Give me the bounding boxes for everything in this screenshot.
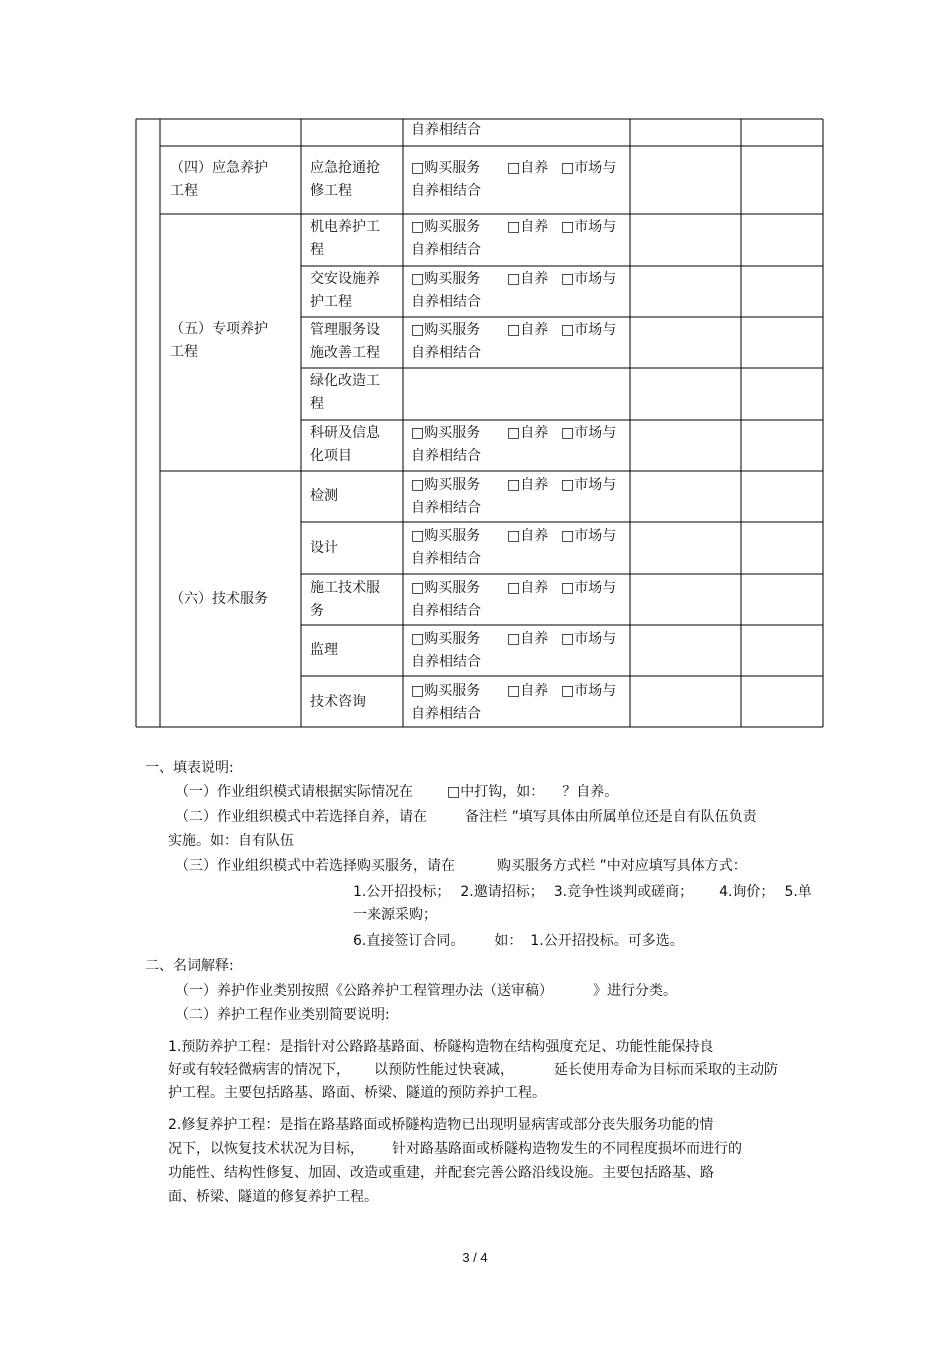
item-name-line: 护工程	[310, 294, 352, 310]
category-special-maintenance	[170, 318, 268, 364]
item-name-line: 施工技术服	[310, 580, 380, 596]
paragraph-repair-line-2	[168, 1137, 742, 1161]
checkbox-market-combined[interactable]: □市场与	[561, 322, 617, 338]
category-label-line: （五）专项养护	[170, 321, 268, 337]
checkbox-self-maintain[interactable]: □自养	[507, 425, 549, 441]
glossary-item-2: （二）养护工程作业类别简要说明:	[175, 1007, 390, 1023]
section-glossary-title: 二、名词解释:	[145, 958, 234, 974]
item-name-line: 技术咨询	[310, 694, 366, 710]
checkbox-market-combined[interactable]: □市场与	[561, 271, 617, 287]
paragraph-text: 延长使用寿命为目标而采取的主动防	[554, 1062, 778, 1078]
mode-options-row	[411, 577, 626, 623]
item-service-facility	[310, 319, 380, 365]
item-name-line: 程	[310, 242, 324, 258]
mode-option-continuation: 自养相结合	[411, 551, 481, 567]
mode-options-row	[411, 216, 626, 262]
checkbox-self-maintain[interactable]: □自养	[507, 322, 549, 338]
instruction-text: □中打钩，如：	[447, 784, 545, 800]
item-supervision	[310, 639, 338, 662]
item-name-line: 化项目	[310, 448, 352, 464]
checkbox-self-maintain[interactable]: □自养	[507, 477, 549, 493]
checkbox-purchase-service[interactable]: □购买服务	[411, 271, 481, 287]
mode-options-row	[411, 680, 626, 726]
item-research-it	[310, 422, 380, 468]
checkbox-purchase-service[interactable]: □购买服务	[411, 528, 481, 544]
table-cell-mode-continued: 自养相结合	[411, 122, 481, 138]
checkbox-self-maintain[interactable]: □自养	[507, 631, 549, 647]
item-name-line: 检测	[310, 488, 338, 504]
item-name-line: 科研及信息	[310, 425, 380, 441]
page-number: 3 / 4	[462, 1250, 488, 1265]
category-label-line: （六）技术服务	[170, 591, 268, 607]
item-name-line: 务	[310, 603, 324, 619]
checkbox-self-maintain[interactable]: □自养	[507, 683, 549, 699]
checkbox-market-combined[interactable]: □市场与	[561, 683, 617, 699]
method-item: 1.公开招投标。可多选。	[530, 933, 684, 949]
instruction-text: 备注栏 ”填写具体由所属单位还是自有队伍负责	[465, 809, 757, 825]
method-item: 5.单	[784, 884, 812, 900]
instruction-2	[175, 805, 757, 829]
mode-option-continuation: 自养相结合	[411, 603, 481, 619]
item-name-line: 设计	[310, 540, 338, 556]
checkbox-self-maintain[interactable]: □自养	[507, 219, 549, 235]
item-name-line: 机电养护工	[310, 219, 380, 235]
instruction-3	[175, 854, 747, 878]
checkbox-market-combined[interactable]: □市场与	[561, 528, 617, 544]
glossary-text: 》进行分类。	[593, 983, 677, 999]
mode-option-continuation: 自养相结合	[411, 706, 481, 722]
mode-option-continuation: 自养相结合	[411, 183, 481, 199]
checkbox-purchase-service[interactable]: □购买服务	[411, 580, 481, 596]
instruction-text: （一）作业组织模式请根据实际情况在	[175, 784, 413, 800]
checkbox-market-combined[interactable]: □市场与	[561, 477, 617, 493]
item-name-line: 绿化改造工	[310, 373, 380, 389]
method-item: 3.竞争性谈判或磋商；	[553, 884, 694, 900]
method-item: 1.公开招投标；	[353, 884, 451, 900]
checkbox-market-combined[interactable]: □市场与	[561, 219, 617, 235]
checkbox-purchase-service[interactable]: □购买服务	[411, 219, 481, 235]
paragraph-text: 针对路基路面或桥隧构造物发生的不同程度损坏而进行的	[392, 1141, 742, 1157]
checkbox-self-maintain[interactable]: □自养	[507, 580, 549, 596]
item-electromechanical	[310, 216, 380, 262]
checkbox-self-maintain[interactable]: □自养	[507, 528, 549, 544]
checkbox-market-combined[interactable]: □市场与	[561, 160, 617, 176]
mode-options-row	[411, 268, 626, 314]
mode-option-continuation: 自养相结合	[411, 448, 481, 464]
instruction-1	[175, 780, 618, 804]
checkbox-purchase-service[interactable]: □购买服务	[411, 631, 481, 647]
item-name-line: 监理	[310, 642, 338, 658]
checkbox-purchase-service[interactable]: □购买服务	[411, 425, 481, 441]
item-greening	[310, 370, 380, 416]
paragraph-preventive-line-3: 护工程。主要包括路基、路面、桥梁、隧道的预防养护工程。	[168, 1085, 546, 1101]
purchase-methods-line-2: 一来源采购；	[353, 907, 437, 923]
item-name-line: 交安设施养	[310, 271, 380, 287]
instruction-2-continued: 实施。如：自有队伍	[168, 833, 294, 849]
method-item: 2.邀请招标；	[460, 884, 544, 900]
checkbox-market-combined[interactable]: □市场与	[561, 425, 617, 441]
checkbox-self-maintain[interactable]: □自养	[507, 160, 549, 176]
mode-options-row	[411, 628, 626, 674]
category-label-line: 工程	[170, 183, 198, 199]
category-technical-service	[170, 588, 268, 611]
checkbox-purchase-service[interactable]: □购买服务	[411, 322, 481, 338]
mode-option-continuation: 自养相结合	[411, 345, 481, 361]
item-construction-tech	[310, 577, 380, 623]
instruction-text: （二）作业组织模式中若选择自养，请在	[175, 809, 427, 825]
mode-option-continuation: 自养相结合	[411, 654, 481, 670]
mode-options-row	[411, 525, 626, 571]
checkbox-purchase-service[interactable]: □购买服务	[411, 160, 481, 176]
glossary-item-1	[175, 979, 677, 1003]
purchase-methods-line-3	[353, 929, 684, 953]
mode-options-row	[411, 319, 626, 365]
category-label-line: 工程	[170, 344, 198, 360]
item-name-line: 修工程	[310, 183, 352, 199]
method-item: 4.询价；	[719, 884, 775, 900]
checkbox-market-combined[interactable]: □市场与	[561, 631, 617, 647]
item-emergency-repair	[310, 157, 380, 203]
item-name-line: 施改善工程	[310, 345, 380, 361]
section-fill-instructions-title: 一、填表说明:	[145, 760, 234, 776]
purchase-methods-line-1	[353, 880, 812, 904]
item-name-line: 程	[310, 396, 324, 412]
paragraph-preventive-line-1: 1.预防养护工程：是指针对公路路基路面、桥隧构造物在结构强度充足、功能性能保持良	[168, 1039, 714, 1055]
checkbox-self-maintain[interactable]: □自养	[507, 271, 549, 287]
paragraph-text: 以预防性能过快衰减，	[374, 1062, 514, 1078]
item-name-line: 应急抢通抢	[310, 160, 380, 176]
instruction-text: 购买服务方式栏 ”中对应填写具体方式：	[497, 858, 747, 874]
category-label-line: （四）应急养护	[170, 160, 268, 176]
mode-options-row	[411, 474, 626, 520]
method-item: 如：	[494, 933, 523, 949]
item-traffic-safety	[310, 268, 380, 314]
paragraph-repair-line-3: 功能性、结构性修复、加固、改造或重建，并配套完善公路沿线设施。主要包括路基、路	[168, 1165, 714, 1181]
paragraph-preventive-line-2	[168, 1058, 778, 1082]
method-item: 6.直接签订合同。	[353, 933, 465, 949]
item-testing	[310, 485, 338, 508]
instruction-text: ？自养。	[562, 784, 619, 800]
mode-options-row	[411, 157, 626, 203]
paragraph-repair-line-4: 面、桥梁、隧道的修复养护工程。	[168, 1189, 378, 1205]
checkbox-purchase-service[interactable]: □购买服务	[411, 477, 481, 493]
mode-options-row	[411, 422, 626, 468]
paragraph-text: 况下，以恢复技术状况为目标，	[168, 1141, 364, 1157]
mode-option-continuation: 自养相结合	[411, 294, 481, 310]
paragraph-text: 好或有较轻微病害的情况下，	[168, 1062, 350, 1078]
item-consulting	[310, 691, 366, 714]
paragraph-repair-line-1: 2.修复养护工程：是指在路基路面或桥隧构造物已出现明显病害或部分丧失服务功能的情	[168, 1117, 714, 1133]
checkbox-purchase-service[interactable]: □购买服务	[411, 683, 481, 699]
item-design	[310, 537, 338, 560]
mode-option-continuation: 自养相结合	[411, 242, 481, 258]
instruction-text: （三）作业组织模式中若选择购买服务，请在	[175, 858, 455, 874]
mode-option-continuation: 自养相结合	[411, 500, 481, 516]
glossary-text: （一）养护作业类别按照《公路养护工程管理办法（送审稿）	[175, 983, 553, 999]
category-emergency-maintenance	[170, 157, 268, 203]
item-name-line: 管理服务设	[310, 322, 380, 338]
checkbox-market-combined[interactable]: □市场与	[561, 580, 617, 596]
